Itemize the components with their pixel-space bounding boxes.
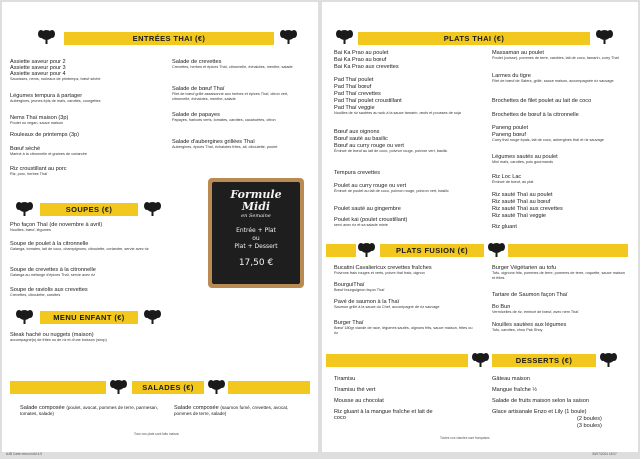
print-slug: A4B Carte menu.indd 4-5 [6,452,42,456]
elephant-icon [596,29,613,44]
formule-option: Plat + Dessert [234,243,278,250]
menu-item: Pad Thaï poulet croustillant [334,98,402,104]
menu-item: Tartare de Saumon façon Thaï [492,292,568,298]
menu-item: Salade de crevettes Crevettes, herbes et épices Thaï, citronnelle, échalotes, menthe, salade [172,59,293,70]
footer-note: Tous nos plats sont faits maison [134,432,180,436]
menu-item: Assiette saveur pour 3 [10,65,66,71]
menu-item: Bucatini Cavaliericux crevettes fraîches Poivrons frais rouges et verts, poivre thaï frais, oignon [334,265,432,276]
menu-item: Tempura crevettes [334,170,381,176]
formule-title: Midi [241,200,271,213]
menu-item: Paneng poulet [492,125,529,131]
menu-item: Paneng bœuf Curry thaï rouge épais, lait de coco, aubergines thaï et riz sauvage [492,132,604,143]
menu-item: Salade de bœuf Thaï Filet de bœuf grillé assaisonné aux herbes et épices Thaï, citron vert, citronnelle, échalotes, menthe, salade [172,86,289,101]
menu-item: Légumes sautés au poulet Mini maïs, carottes, pois gourmands [492,154,558,165]
menu-item: Riz sauté Thaï aux crevettes [492,206,563,212]
menu-item: Bœuf séché Mariné à la citronnelle et graines de coriandre [10,146,88,157]
menu-item: Gâteau maison [492,376,530,382]
menu-item: Bœuf sauté au basilic [334,136,388,142]
menu-item: Riz Loc Lac Émincé de bœuf, au plat [492,174,534,185]
menu-item: Glace artisanale Enzo et Lily (1 boule) [492,409,587,415]
menu-item: Poulet kai (poulet croustillant) servi avec riz et sa salade mixte [334,217,408,228]
elephant-icon [488,242,505,257]
section-title: PLATS THAI (€) [443,34,505,43]
section-title: SOUPES (€) [65,205,113,214]
elephant-icon [600,352,617,367]
elephant-icon [16,309,33,324]
section-banner-desserts [492,354,596,367]
menu-item: Pad Thaï veggie Nouilles de riz sautées au wok à la sauce tamarin, œufs et pousses de soja [334,105,461,116]
menu-item: Mangue fraîche ½ [492,387,538,393]
section-title: SALADES (€) [142,383,194,392]
menu-item: Riz sauté Thaï au bœuf [492,199,551,205]
menu-item: Salade composée (saumon fumé, crevettes, avocat, pommes de terre, salade) [174,405,289,417]
menu-item: Pad Thaï crevettes [334,91,381,97]
menu-item: BourguiThaï Bœuf bourguignon façon Thaï [334,282,385,293]
section-title: ENTRÉES THAI (€) [132,34,206,43]
banner-filler [10,381,106,394]
menu-item: Salade composée (poulet, avocat, pommes de terre, parmesan, tomates, salade) [20,405,159,417]
menu-item: Assiette saveur pour 4 Saucisses, nems, rouleaux de printemps, bœuf séché [10,71,101,82]
menu-item: Burger Thaï Bœuf 180gr viande de race, légumes sautés, oignons frits, sauce maison, frites ou riz [334,320,473,335]
menu-item: Poulet sauté au gingembre [334,206,401,212]
formule-chalkboard [208,178,304,288]
menu-item: Riz sauté Thaï veggie [492,213,547,219]
menu-item: Poulet au curry rouge ou vert Émincé de poulet au lait de coco, poivron rouge, poivron vert, basilic [334,183,449,194]
section-title: PLATS FUSION (€) [395,246,469,255]
menu-item: Steak haché ou nuggets (maison) accompagné(s) de frites ou de riz et d'une boisson (sirop) [10,332,107,343]
menu-item: Pho façon Thaï (de novembre à avril) Nouilles, bœuf, légumes [10,222,103,233]
section-title: DESSERTS (€) [515,356,573,365]
menu-page-right [322,2,638,452]
menu-item: Soupe de crevettes à la citronnelle Galanga au mélange d'épices Thaï, servie avec riz [10,267,96,278]
menu-item: Soupe de raviolis aux crevettes Crevettes, ciboulette, carottes [10,287,88,298]
menu-item: Salade de fruits maison selon la saison [492,398,590,404]
menu-item: Brochettes de bœuf à la citronnelle [492,112,579,118]
menu-item: Bai Ka Prao au bœuf [334,57,387,63]
section-banner-entrees [64,32,274,45]
menu-item: Bai Ka Prao au poulet [334,50,389,56]
elephant-icon [336,29,353,44]
menu-item: Légumes tempura à partager Aubergines, jeunes épis de maïs, carottes, courgettes [10,93,101,104]
menu-item: Bœuf au curry rouge ou vert Émincé de bœuf au lait de coco, poivron rouge, poivron vert, basilic [334,143,448,154]
banner-filler [326,244,356,257]
print-timestamp: 30/07/2024 18:07 [592,452,617,456]
menu-item: Massaman au poulet Poulet (cuisse), pommes de terre, carottes, lait de coco, tamarin, curry Thaï [492,50,619,61]
menu-item: Tiramisu thé vert [334,387,376,393]
menu-item: Riz croustillant au porc Riz, porc, herbes Thaï [10,166,67,177]
menu-item: Riz sauté Thaï au poulet [492,192,553,198]
menu-item: Nems Thaï maison (3p) Poulet ou vegan, sauce maison [10,115,69,126]
menu-item: Bo Bun Vermicelles de riz, émincé de bœuf, avec nem Thaï [492,304,579,315]
elephant-icon [16,201,33,216]
menu-item: Bœuf aux oignons [334,129,380,135]
section-banner-menu-enfant [40,311,138,324]
menu-item: Nouilles sautées aux légumes Tofu, carottes, chou Pak Shoy [492,322,567,333]
elephant-icon [110,379,127,394]
menu-item: Pavé de saumon à la Thaï Saumon grillé à la sauce du Chef, accompagné de riz sauvage [334,299,440,310]
formule-price: 17,50 € [238,258,274,268]
elephant-icon [280,29,297,44]
menu-item: Pad Thaï poulet [334,77,374,83]
menu-item: Rouleaux de printemps (3p) [10,132,80,138]
menu-item: (3 boules) [577,423,602,429]
section-banner-soupes [40,203,138,216]
menu-item: Salade de papayes Papayes, haricots verts, tomates, carottes, cacahuètes, citron [172,112,276,123]
formule-option: ou [252,235,260,242]
section-title: MENU ENFANT (€) [53,313,125,322]
menu-item: Burger Végétarien au tofu Tofu, oignons frits, pommes de terre, pommes de terre, roquette, sauce maison et frites [492,265,625,280]
menu-item: Larmes du tigre Filet de bœuf de Salers, grillé, sauce maison, accompagnée riz sauvage [492,73,614,84]
elephant-icon [38,29,55,44]
banner-filler [326,354,468,367]
menu-item: Soupe de poulet à la citronnelle Galanga, tomates, lait de coco, champignons, ciboulette, coriandre, servie avec riz [10,241,149,252]
menu-item: Pad Thaï bœuf [334,84,372,90]
elephant-icon [472,352,489,367]
menu-item: Salade d'aubergines grillées Thaï Aubergines, épices Thaï, échalotes frites, ail, ciboulette, poulet [172,139,278,150]
elephant-icon [358,242,375,257]
section-banner-plats-thai [358,32,590,45]
footer-note: Toutes nos viandes sont françaises [440,436,490,440]
formule-subtitle: en Semaine [241,213,271,219]
section-banner-plats-fusion [380,244,484,257]
elephant-icon [144,309,161,324]
banner-filler [508,244,628,257]
chalkboard-surface [212,182,300,284]
menu-item: Tiramisu [334,376,356,382]
menu-item: (2 boules) [577,416,602,422]
formule-title: Formule [230,188,282,201]
menu-item: Assiette saveur pour 2 [10,59,66,65]
elephant-icon [208,379,225,394]
banner-filler [228,381,310,394]
menu-item: Riz gluant [492,224,517,230]
menu-item: Bai Ka Prao aux crevettes [334,64,399,70]
menu-item: Mousse au chocolat [334,398,384,404]
formule-option: Entrée + Plat [236,227,276,234]
section-banner-salades [132,381,204,394]
menu-item: Brochettes de filet poulet au lait de coco [492,98,592,104]
elephant-icon [144,201,161,216]
menu-item: Riz gluant à la mangue fraîche et lait de coco [334,409,433,422]
menu-page-left [2,2,318,452]
